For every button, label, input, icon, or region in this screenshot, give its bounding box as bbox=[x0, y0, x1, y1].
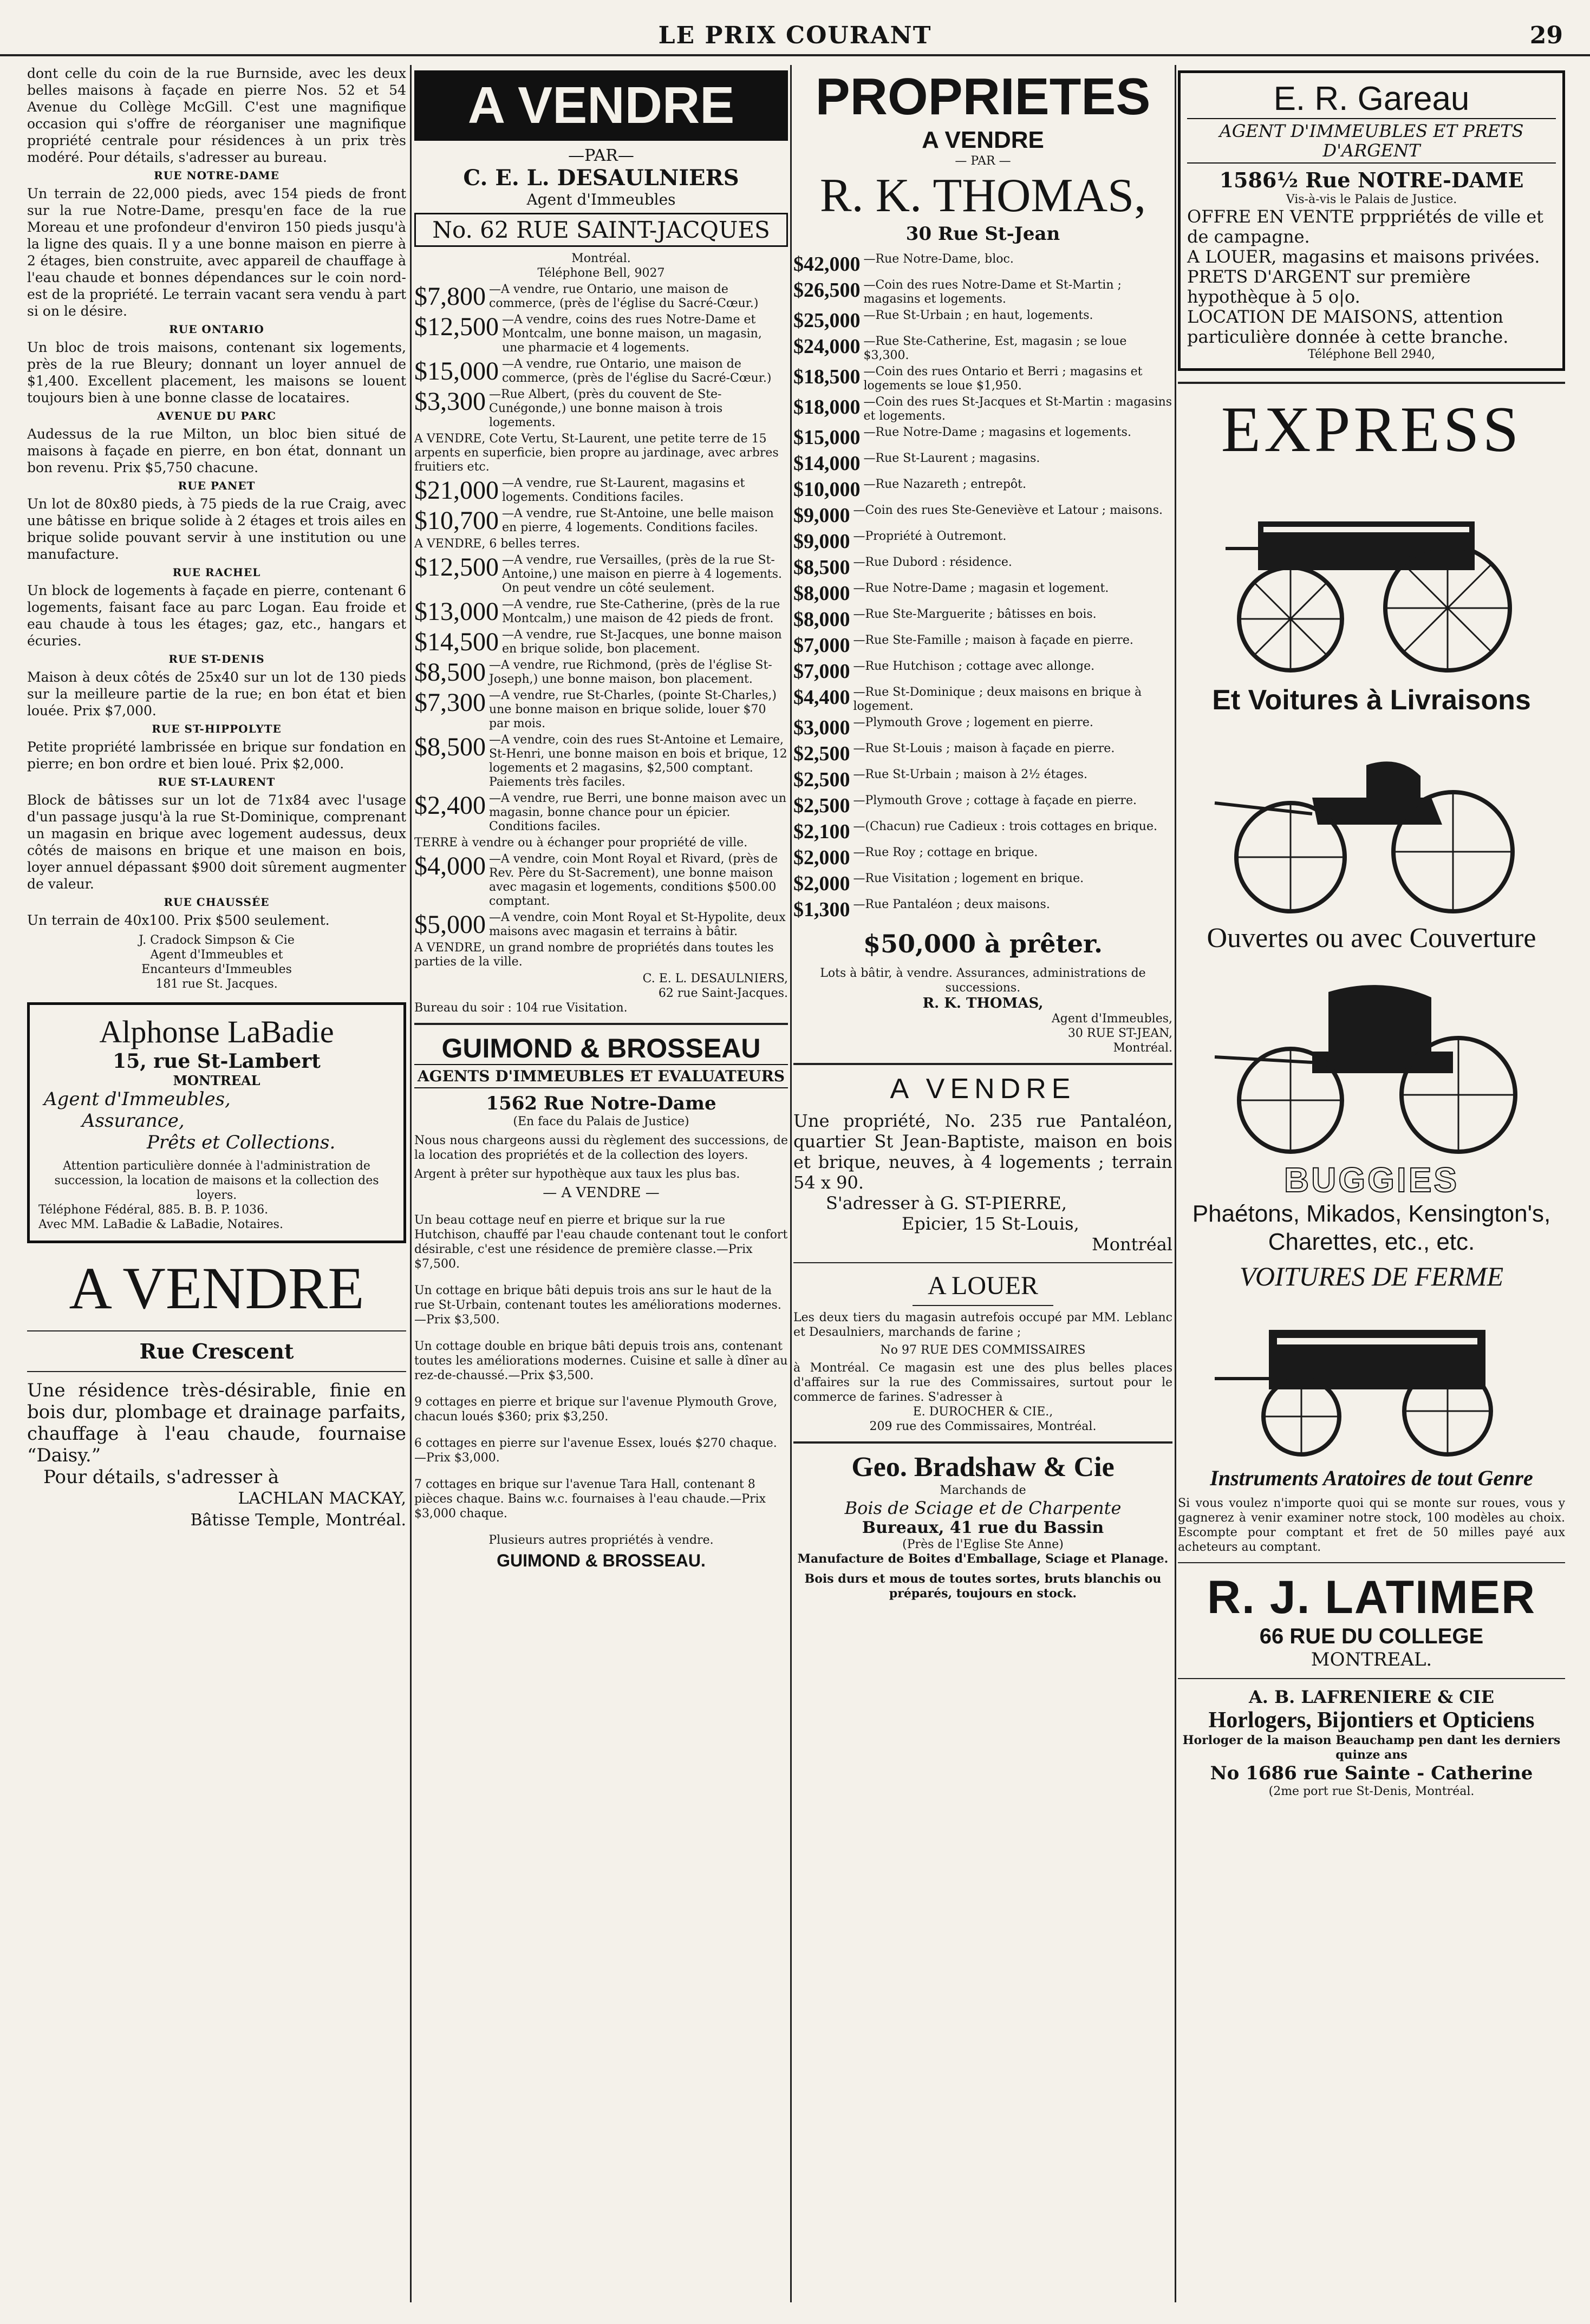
listing-text: —Coin des rues Notre-Dame et St-Martin ; magasins et logements. bbox=[863, 278, 1122, 306]
listing-price: $7,800 bbox=[414, 282, 486, 311]
listing-row bbox=[793, 504, 1172, 527]
durocher-ad bbox=[793, 1271, 1172, 1434]
section-text: Un bloc de trois maisons, contenant six logements, près de la rue Bleury; donnant un loyer annuel de $1,400. Excellent placement, les maisons se louent toujours bien à une bonne classe de locataires. bbox=[27, 340, 406, 406]
divider bbox=[27, 1330, 406, 1331]
desaulniers-title: A VENDRE bbox=[414, 70, 788, 141]
listing-price: $42,000 bbox=[793, 253, 861, 276]
listing-price: $2,500 bbox=[793, 794, 850, 817]
durocher-sign: E. DUROCHER & CIE., bbox=[913, 1405, 1053, 1419]
listing-row bbox=[793, 846, 1172, 870]
durocher-text2: à Montréal. Ce magasin est une des plus belles places d'affaires sur la rue des Commissaires, surtout pour le commerce de farines. S'adresser à bbox=[793, 1361, 1172, 1404]
labadie-city: MONTREAL bbox=[173, 1073, 260, 1088]
listing-price: $12,500 bbox=[414, 312, 499, 341]
column-1 bbox=[27, 65, 406, 2302]
listing-price: $8,500 bbox=[793, 556, 850, 579]
thomas-subtitle: A VENDRE bbox=[922, 127, 1044, 153]
divider bbox=[27, 1371, 406, 1372]
instruments-text: Si vous voulez n'importe quoi qui se monte sur roues, vous y gagnerez à venir examiner notre stock, 100 modèles au choix. Escompte pour comptant et fret de 50 milles payé aux acheteurs au comptant. bbox=[1178, 1497, 1565, 1554]
gareau-line: A LOUER, magasins et maisons privées. bbox=[1187, 246, 1540, 267]
guimond-item: Un beau cottage neuf en pierre et brique sur la rue Hutchison, chauffé par l'eau chaude contenant tout le confort désirable, c'est une résidence de première classe.—Prix $7,500. bbox=[414, 1213, 788, 1271]
guimond-ad bbox=[414, 1033, 788, 1571]
labadie-notaires: Avec MM. LaBadie & LaBadie, Notaires. bbox=[38, 1218, 283, 1231]
listing-row bbox=[414, 432, 788, 474]
divider bbox=[793, 1063, 1172, 1065]
horlogers-title: Horlogers, Bijontiers et Opticiens bbox=[1208, 1708, 1535, 1733]
labadie-line: Agent d'Immeubles, bbox=[44, 1088, 231, 1110]
labadie-ad bbox=[27, 1002, 406, 1243]
section-text: Block de bâtisses sur un lot de 71x84 avec l'usage d'un passage jusqu'à la rue St-Dominique, comprenant un magasin en brique avec logement audessus, deux côtés de maisons en brique et une maison en bois, loyer annuel dépassant $900 doit sûrement augmenter de valeur. bbox=[27, 792, 406, 892]
listing-price: $4,400 bbox=[793, 686, 850, 709]
listing-row bbox=[414, 507, 788, 535]
listing-row bbox=[793, 452, 1172, 475]
signature-line: Encanteurs d'Immeubles bbox=[141, 963, 292, 976]
listing-row bbox=[793, 309, 1172, 332]
listing-text: —A vendre, rue Ontario, une maison de commerce, (près de l'église du Sacré-Cœur.) bbox=[489, 283, 759, 310]
horloger-address: No 1686 rue Sainte - Catherine bbox=[1210, 1762, 1533, 1784]
listing-row bbox=[414, 476, 788, 505]
simpson-signature bbox=[27, 933, 406, 991]
desaulniers-city: Montréal. bbox=[571, 252, 631, 265]
guimond-sign: GUIMOND & BROSSEAU. bbox=[497, 1551, 706, 1570]
par-label: —PAR— bbox=[568, 146, 634, 165]
listing-row bbox=[793, 395, 1172, 423]
listing-text: —Rue Notre-Dame, bloc. bbox=[863, 252, 1014, 266]
listing-text: —Rue St-Urbain ; maison à 2½ étages. bbox=[853, 768, 1087, 781]
section-heading: AVENUE DU PARC bbox=[157, 409, 277, 422]
guimond-item: 6 cottages en pierre sur l'avenue Essex, loués $270 chaque.—Prix $3,000. bbox=[414, 1437, 777, 1465]
thomas-title: PROPRIETES bbox=[815, 68, 1151, 126]
stpierre-contact: S'adresser à G. ST-PIERRE, bbox=[826, 1193, 1067, 1213]
listing-text: —Plymouth Grove ; logement en pierre. bbox=[853, 716, 1093, 729]
listing-price: $8,000 bbox=[793, 582, 850, 605]
listing-row bbox=[414, 941, 788, 969]
listing-text: —Rue Pantaléon ; deux maisons. bbox=[853, 898, 1050, 911]
guimond-text2: Argent à prêter sur hypothèque aux taux les plus bas. bbox=[414, 1167, 740, 1181]
thomas-sign: R. K. THOMAS, bbox=[922, 995, 1044, 1011]
durocher-address: No 97 RUE DES COMMISSAIRES bbox=[880, 1343, 1086, 1357]
listing-price: $2,500 bbox=[793, 742, 850, 765]
listing-row bbox=[793, 742, 1172, 766]
gareau-ad bbox=[1178, 70, 1565, 371]
stpierre-ad bbox=[793, 1073, 1172, 1255]
covered-buggy-illustration bbox=[1204, 959, 1540, 1154]
crescent-name: LACHLAN MACKAY, bbox=[238, 1489, 406, 1508]
listing-text: —Coin des rues St-Jacques et St-Martin : magasins et logements. bbox=[863, 395, 1172, 423]
desaulniers-listings bbox=[414, 283, 788, 969]
section-text: Maison à deux côtés de 25x40 sur un lot de 130 pieds sur la meilleure partie de la rue; en bon état et bien louée. Prix $7,000. bbox=[27, 669, 406, 719]
listing-price: $26,500 bbox=[793, 279, 861, 302]
guimond-address: 1562 Rue Notre-Dame bbox=[486, 1093, 716, 1114]
thomas-listings bbox=[793, 252, 1172, 922]
listing-row bbox=[414, 852, 788, 909]
listing-price: $12,500 bbox=[414, 553, 499, 582]
gareau-line: PRETS D'ARGENT sur première hypothèque à 5 o|o. bbox=[1187, 266, 1471, 307]
labadie-name: Alphonse LaBadie bbox=[99, 1014, 334, 1049]
listing-row bbox=[793, 278, 1172, 306]
labadie-phone: Téléphone Fédéral, 885. B. B. P. 1036. bbox=[38, 1203, 269, 1217]
buggy-illustration bbox=[1204, 722, 1540, 917]
desaulniers-sign: C. E. L. DESAULNIERS, bbox=[642, 972, 788, 985]
listing-row bbox=[414, 283, 788, 311]
listing-text: —Rue Nazareth ; entrepôt. bbox=[863, 478, 1026, 491]
column-4 bbox=[1178, 65, 1565, 2302]
listing-text: —A vendre, rue St-Laurent, magasins et logements. Conditions faciles. bbox=[502, 476, 745, 504]
thomas-loan: $50,000 à prêter. bbox=[863, 929, 1103, 958]
section-text: Un lot de 80x80 pieds, à 75 pieds de la rue Craig, avec une bâtisse en brique solide à 2 étages et trois ailes en brique solide pouvant servir à une institution ou une manufacture. bbox=[27, 496, 406, 562]
listing-price: $18,000 bbox=[793, 396, 861, 419]
listing-row bbox=[793, 426, 1172, 449]
listing-price: $14,000 bbox=[793, 452, 861, 475]
bradshaw-address: Bureaux, 41 rue du Bassin bbox=[862, 1518, 1104, 1537]
column-3 bbox=[793, 65, 1172, 2302]
divider bbox=[1178, 1562, 1565, 1563]
listing-text: —A vendre, rue St-Charles, (pointe St-Charles,) une bonne maison en brique solide, louer $70 par mois. bbox=[489, 689, 777, 730]
listing-price: $2,000 bbox=[793, 846, 850, 869]
labadie-line: Assurance, bbox=[82, 1110, 185, 1132]
listing-text: —A vendre, coin Mont Royal et St-Hypolite, deux maisons avec magasin et terrains à bâtir. bbox=[489, 911, 786, 938]
listing-price: $24,000 bbox=[793, 335, 861, 358]
listing-price: $7,000 bbox=[793, 634, 850, 657]
thomas-par: — PAR — bbox=[955, 154, 1011, 168]
gareau-phone: Téléphone Bell 2940, bbox=[1308, 348, 1435, 361]
listing-price: $7,300 bbox=[414, 688, 486, 717]
listing-text: —A vendre, rue Berri, une bonne maison avec un magasin, bonne chance pour un épicier. Conditions faciles. bbox=[489, 792, 787, 833]
listing-row bbox=[793, 872, 1172, 896]
desaulniers-phone: Téléphone Bell, 9027 bbox=[537, 266, 665, 280]
listing-text: —Rue Notre-Dame ; magasin et logement. bbox=[853, 582, 1109, 595]
thomas-sign-line: Agent d'Immeubles, bbox=[1051, 1012, 1172, 1026]
stpierre-text: Une propriété, No. 235 rue Pantaléon, quartier St Jean-Baptiste, maison en bois et brique, neuves, à 4 logements ; terrain 54 x 90. bbox=[793, 1111, 1172, 1193]
divider bbox=[913, 1305, 1053, 1306]
listing-price: $21,000 bbox=[414, 476, 499, 505]
listing-text: —Rue Albert, (près du couvent de Ste-Cunégonde,) une bonne maison à trois logements. bbox=[489, 388, 723, 429]
guimond-items bbox=[414, 1213, 788, 1521]
listing-price: $2,000 bbox=[793, 872, 850, 895]
listing-text: —Rue Ste-Famille ; maison à façade en pierre. bbox=[853, 634, 1133, 647]
listing-price: $2,100 bbox=[793, 820, 850, 843]
latimer-address: 66 RUE DU COLLEGE bbox=[1259, 1624, 1484, 1648]
listing-row bbox=[793, 686, 1172, 714]
desaulniers-address: No. 62 RUE SAINT-JACQUES bbox=[414, 213, 788, 247]
stpierre-title: A VENDRE bbox=[890, 1073, 1076, 1105]
listing-text: —A vendre, rue St-Jacques, une bonne maison en brique solide, bon placement. bbox=[502, 628, 782, 656]
listing-text: —Rue St-Urbain ; en haut, logements. bbox=[863, 309, 1093, 322]
durocher-title: A LOUER bbox=[928, 1271, 1038, 1300]
stpierre-shop: Epicier, 15 St-Louis, bbox=[902, 1213, 1079, 1234]
farm-wagon-illustration bbox=[1204, 1297, 1540, 1460]
listing-text: —A vendre, rue Ste-Catherine, (près de la rue Montcalm,) une maison de 42 pieds de front. bbox=[502, 598, 780, 625]
listing-text: —A vendre, coin Mont Royal et Rivard, (près de Rev. Père du St-Sacrement), une bonne maison avec magasin et logements, conditions $500.00 comptant. bbox=[489, 852, 778, 908]
listing-price: $4,000 bbox=[414, 852, 486, 880]
guimond-item: 9 cottages en pierre et brique sur l'avenue Plymouth Grove, chacun loués $360; prix $3,250. bbox=[414, 1395, 778, 1424]
signature-line: 181 rue St. Jacques. bbox=[155, 977, 278, 991]
listing-row bbox=[793, 556, 1172, 579]
gareau-line: LOCATION DE MAISONS, attention particulière donnée à cette branche. bbox=[1187, 306, 1509, 347]
listing-text: —Rue Ste-Catherine, Est, magasin ; se loue $3,300. bbox=[863, 335, 1127, 362]
listing-row bbox=[414, 836, 788, 850]
desaulniers-name: C. E. L. DESAULNIERS bbox=[463, 165, 739, 191]
listing-text: —Rue Dubord : résidence. bbox=[853, 556, 1012, 569]
listing-price: $10,000 bbox=[793, 478, 861, 501]
section-text: Un block de logements à façade en pierre, contenant 6 logements, faisant face au parc Logan. Eau froide et eau chaude à tous les étages; gaz, etc., hangars et écuries. bbox=[27, 583, 406, 649]
listing-text: TERRE à vendre ou à échanger pour propriété de ville. bbox=[414, 836, 748, 850]
crescent-ad bbox=[27, 1254, 406, 1531]
signature-line: Agent d'Immeubles et bbox=[150, 948, 283, 962]
thomas-sign-line: 30 RUE ST-JEAN, bbox=[1067, 1027, 1172, 1040]
listing-row bbox=[414, 911, 788, 939]
listing-text: A VENDRE, 6 belles terres. bbox=[414, 537, 580, 551]
desaulniers-agent-title: Agent d'Immeubles bbox=[526, 191, 676, 208]
listing-price: $1,300 bbox=[793, 898, 850, 921]
section-heading: RUE ONTARIO bbox=[169, 323, 264, 336]
horloger-text: Horloger de la maison Beauchamp pen dant les derniers quinze ans bbox=[1182, 1733, 1561, 1762]
listing-text: —(Chacun) rue Cadieux : trois cottages en brique. bbox=[853, 820, 1157, 833]
listing-text: A VENDRE, un grand nombre de propriétés dans toutes les parties de la ville. bbox=[414, 941, 774, 969]
listing-price: $25,000 bbox=[793, 309, 861, 332]
page-header bbox=[0, 0, 1590, 56]
livraisons-title: Et Voitures à Livraisons bbox=[1212, 684, 1531, 716]
guimond-name: GUIMOND & BROSSEAU bbox=[441, 1033, 761, 1063]
listing-row bbox=[414, 553, 788, 596]
bradshaw-note: (Près de l'Eglise Ste Anne) bbox=[902, 1538, 1064, 1551]
listing-price: $2,500 bbox=[793, 768, 850, 791]
column-rule bbox=[790, 65, 792, 2302]
latimer-city: MONTREAL. bbox=[1311, 1649, 1432, 1670]
crescent-place: Bâtisse Temple, Montréal. bbox=[190, 1511, 406, 1530]
listing-price: $8,500 bbox=[414, 658, 486, 687]
listing-row bbox=[414, 628, 788, 656]
gareau-line: OFFRE EN VENTE prppriétés de ville et de campagne. bbox=[1187, 206, 1544, 247]
guimond-item: Un cottage double en brique bâti depuis trois ans, contenant toutes les améliorations modernes. Cuisine et salle à dîner au rez-de-chaussé.—Prix $3,500. bbox=[414, 1340, 788, 1382]
guimond-more: Plusieurs autres propriétés à vendre. bbox=[488, 1533, 714, 1547]
divider bbox=[793, 1441, 1172, 1444]
listing-text: —A vendre, rue St-Antoine, une belle maison en pierre, 4 logements. Conditions faciles. bbox=[502, 507, 774, 534]
section-heading: RUE RACHEL bbox=[172, 566, 261, 579]
listing-row bbox=[793, 716, 1172, 740]
express-wagon-illustration bbox=[1204, 473, 1540, 678]
listing-row bbox=[793, 820, 1172, 844]
listing-text: —Rue St-Dominique ; deux maisons en brique à logement. bbox=[853, 686, 1142, 713]
listing-row bbox=[793, 365, 1172, 393]
listing-text: —Rue Visitation ; logement en brique. bbox=[853, 872, 1084, 885]
listing-text: —A vendre, rue Ontario, une maison de commerce, (près de l'église du Sacré-Cœur.) bbox=[502, 357, 772, 385]
listing-text: A VENDRE, Cote Vertu, St-Laurent, une petite terre de 15 arpents en superficie, bien propre au jardinage, avec arbres fruitiers etc. bbox=[414, 432, 779, 474]
listing-row bbox=[793, 530, 1172, 553]
listing-text: —A vendre, coin des rues St-Antoine et Lemaire, St-Henri, une bonne maison en bois et brique, 12 logements et 2 magasins, $2,500 comptant. Paiements très faciles. bbox=[489, 733, 787, 789]
crescent-title: A VENDRE bbox=[69, 1255, 364, 1321]
column-rule bbox=[1175, 65, 1176, 2302]
section-heading: RUE PANET bbox=[178, 479, 256, 492]
listing-text: —Rue Roy ; cottage en brique. bbox=[853, 846, 1038, 859]
page-number: 29 bbox=[1529, 22, 1563, 49]
listing-text: —Rue Ste-Marguerite ; bâtisses en bois. bbox=[853, 608, 1097, 621]
guimond-sub: AGENTS D'IMMEUBLES ET EVALUATEURS bbox=[414, 1064, 788, 1088]
listing-row bbox=[793, 794, 1172, 818]
horloger-note: (2me port rue St-Denis, Montréal. bbox=[1268, 1785, 1475, 1798]
listing-price: $9,000 bbox=[793, 504, 850, 527]
listing-row bbox=[414, 388, 788, 430]
section-heading: RUE ST-HIPPOLYTE bbox=[152, 722, 282, 735]
newspaper-title: LE PRIX COURANT bbox=[658, 22, 932, 49]
listing-row bbox=[414, 313, 788, 355]
guimond-item: Un cottage en brique bâti depuis trois ans sur le haut de la rue St-Urbain, contenant toutes les améliorations modernes.—Prix $3,500. bbox=[414, 1284, 781, 1327]
listing-price: $8,000 bbox=[793, 608, 850, 631]
listing-row bbox=[414, 598, 788, 626]
section-text: Petite propriété lambrissée en brique sur fondation en pierre; en bon ordre et bien loué. Prix $2,000. bbox=[27, 739, 406, 772]
guimond-item: 7 cottages en brique sur l'avenue Tara Hall, contenant 8 pièces chaque. Bains w.c. fournaises à l'eau chaude.—Prix $3,000 chaque. bbox=[414, 1478, 766, 1520]
gareau-title: AGENT D'IMMEUBLES ET PRETS D'ARGENT bbox=[1187, 118, 1556, 164]
thomas-address: 30 Rue St-Jean bbox=[905, 223, 1060, 245]
listing-price: $15,000 bbox=[793, 426, 861, 449]
labadie-note: Attention particulière donnée à l'administration de succession, la location de maisons et la collection des loyers. bbox=[54, 1159, 379, 1202]
listing-row bbox=[793, 898, 1172, 922]
listing-text: —Rue Notre-Dame ; magasins et logements. bbox=[863, 426, 1131, 439]
crescent-contact: Pour détails, s'adresser à bbox=[43, 1466, 279, 1488]
phaetons-text: Phaétons, Mikados, Kensington's, Charettes, etc., etc. bbox=[1192, 1200, 1551, 1255]
lafreniere-name: A. B. LAFRENIERE & CIE bbox=[1248, 1687, 1495, 1707]
desaulniers-evening: Bureau du soir : 104 rue Visitation. bbox=[414, 1001, 628, 1015]
listing-text: —A vendre, rue Richmond, (près de l'église St-Joseph,) une bonne maison, bon placement. bbox=[489, 658, 772, 686]
listing-price: $15,000 bbox=[414, 357, 499, 386]
thomas-name: R. K. THOMAS, bbox=[819, 169, 1146, 222]
column-rule bbox=[410, 65, 412, 2302]
listing-text: —A vendre, coins des rues Notre-Dame et Montcalm, une bonne maison, un magasin, une pharmacie et 4 logements. bbox=[502, 313, 762, 355]
stpierre-city: Montréal bbox=[1091, 1234, 1172, 1255]
signature-line: J. Cradock Simpson & Cie bbox=[139, 933, 295, 947]
latimer-name: R. J. LATIMER bbox=[1207, 1571, 1536, 1623]
crescent-text: Une résidence très-désirable, finie en bois dur, plombage et drainage parfaits, chauffage à l'eau chaude, fournaise “Daisy.” bbox=[27, 1380, 406, 1466]
gareau-name: E. R. Gareau bbox=[1273, 80, 1470, 117]
listing-text: —A vendre, rue Versailles, (près de la rue St-Antoine,) une maison en pierre à 4 logements. On peut vendre un côté seulement. bbox=[502, 553, 783, 595]
listing-text: —Rue St-Laurent ; magasins. bbox=[863, 452, 1040, 465]
listing-text: —Rue Hutchison ; cottage avec allonge. bbox=[853, 660, 1095, 673]
listing-row bbox=[414, 689, 788, 731]
section-text: Audessus de la rue Milton, un bloc bien situé de maisons à façade en pierre, en bon état, donnant un bon revenu. Prix $5,750 chacune. bbox=[27, 426, 406, 475]
divider bbox=[1178, 382, 1565, 384]
listing-row bbox=[793, 478, 1172, 501]
section-text: Un terrain de 40x100. Prix $500 seulement. bbox=[27, 912, 330, 928]
bradshaw-trade: Bois de Sciage et de Charpente bbox=[844, 1498, 1122, 1518]
bradshaw-text2: Bois durs et mous de toutes sortes, bruts blanchis ou préparés, toujours en stock. bbox=[804, 1572, 1162, 1601]
durocher-sign2: 209 rue des Commissaires, Montréal. bbox=[869, 1420, 1097, 1433]
intro-paragraph: dont celle du coin de la rue Burnside, avec les deux belles maisons à façade en pierre Nos. 52 et 54 Avenue du Collège McGill. C'est une magnifique occasion qui s'offre de réorganiser une magnifique propriété centrale pour résidences à un prix très modéré. Pour détails, s'adresser au bureau. bbox=[27, 66, 406, 165]
listing-row bbox=[793, 660, 1172, 683]
divider bbox=[793, 1262, 1172, 1263]
express-title: EXPRESS bbox=[1221, 393, 1522, 465]
labadie-line: Prêts et Collections. bbox=[147, 1132, 336, 1153]
section-heading: RUE NOTRE-DAME bbox=[154, 169, 279, 182]
bradshaw-text: Manufacture de Boites d'Emballage, Sciage et Planage. bbox=[797, 1552, 1169, 1566]
section-text: Un terrain de 22,000 pieds, avec 154 pieds de front sur la rue Notre-Dame, presqu'en face de la rue Moreau et une profondeur d'environ 150 pieds jusqu'à la ligne des quais. Il y a une bonne maison en pierre à 2 étages, bien construite, avec appareil de chauffage à l'eau chaude et bonnes dépendances sur le coin nord-est de la propriété. Le terrain vacant sera vendu à part si on le désire. bbox=[27, 186, 406, 319]
listing-price: $10,700 bbox=[414, 506, 499, 535]
listing-row bbox=[793, 634, 1172, 657]
bradshaw-sub: Marchands de bbox=[940, 1484, 1026, 1497]
instruments-title: Instruments Aratoires de tout Genre bbox=[1210, 1466, 1533, 1490]
listing-text: —Coin des rues Ste-Geneviève et Latour ; maisons. bbox=[853, 504, 1163, 517]
listing-row bbox=[414, 733, 788, 789]
listing-row bbox=[414, 792, 788, 834]
listing-row bbox=[793, 335, 1172, 363]
thomas-sign-line: Montréal. bbox=[1113, 1041, 1172, 1055]
listing-row bbox=[793, 608, 1172, 631]
column-2 bbox=[414, 65, 788, 2302]
buggies-title: BUGGIES bbox=[1283, 1160, 1459, 1199]
divider bbox=[1178, 1678, 1565, 1679]
ouvertes-title: Ouvertes ou avec Couverture bbox=[1207, 923, 1536, 954]
section-heading: RUE CHAUSSÉE bbox=[164, 896, 270, 909]
listing-price: $8,500 bbox=[414, 733, 486, 761]
crescent-street: Rue Crescent bbox=[139, 1339, 294, 1363]
listing-row bbox=[793, 582, 1172, 605]
bradshaw-name: Geo. Bradshaw & Cie bbox=[851, 1452, 1115, 1483]
gareau-address: 1586½ Rue NOTRE-DAME bbox=[1219, 168, 1524, 192]
listing-row bbox=[414, 537, 788, 551]
listing-text: —Propriété à Outremont. bbox=[853, 530, 1007, 543]
listing-row bbox=[414, 658, 788, 687]
listing-row bbox=[414, 357, 788, 386]
guimond-text1: Nous nous chargeons aussi du règlement des successions, de la location des propriétés et de la collection des loyers. bbox=[414, 1134, 788, 1162]
listing-price: $3,300 bbox=[414, 387, 486, 416]
listing-price: $3,000 bbox=[793, 716, 850, 739]
listing-text: —Plymouth Grove ; cottage à façade en pierre. bbox=[853, 794, 1137, 807]
listing-price: $14,500 bbox=[414, 628, 499, 656]
listing-price: $13,000 bbox=[414, 597, 499, 626]
bradshaw-ad bbox=[793, 1451, 1172, 1601]
listing-price: $9,000 bbox=[793, 530, 850, 553]
section-heading: RUE ST-DENIS bbox=[168, 652, 265, 665]
guimond-note: (En face du Palais de Justice) bbox=[513, 1115, 689, 1128]
listing-text: —Coin des rues Ontario et Berri ; magasins et logements se loue $1,950. bbox=[863, 365, 1143, 393]
listing-text: —Rue St-Louis ; maison à façade en pierre. bbox=[853, 742, 1115, 755]
guimond-section: — A VENDRE — bbox=[543, 1185, 660, 1201]
listing-row bbox=[793, 252, 1172, 276]
gareau-note: Vis-à-vis le Palais de Justice. bbox=[1286, 193, 1457, 206]
listing-price: $2,400 bbox=[414, 791, 486, 820]
listing-price: $5,000 bbox=[414, 910, 486, 939]
property-sections bbox=[27, 169, 406, 929]
durocher-text: Les deux tiers du magasin autrefois occupé par MM. Leblanc et Desaulniers, marchands de farine ; bbox=[793, 1311, 1172, 1339]
listing-row bbox=[793, 768, 1172, 792]
divider bbox=[414, 1023, 788, 1025]
listing-price: $18,500 bbox=[793, 365, 861, 388]
section-heading: RUE ST-LAURENT bbox=[158, 775, 276, 788]
desaulniers-sign2: 62 rue Saint-Jacques. bbox=[658, 987, 788, 1000]
labadie-address: 15, rue St-Lambert bbox=[113, 1050, 321, 1073]
listing-price: $7,000 bbox=[793, 660, 850, 683]
voitures-title: VOITURES DE FERME bbox=[1239, 1261, 1504, 1291]
thomas-lots: Lots à bâtir, à vendre. Assurances, administrations de successions. bbox=[820, 967, 1146, 995]
